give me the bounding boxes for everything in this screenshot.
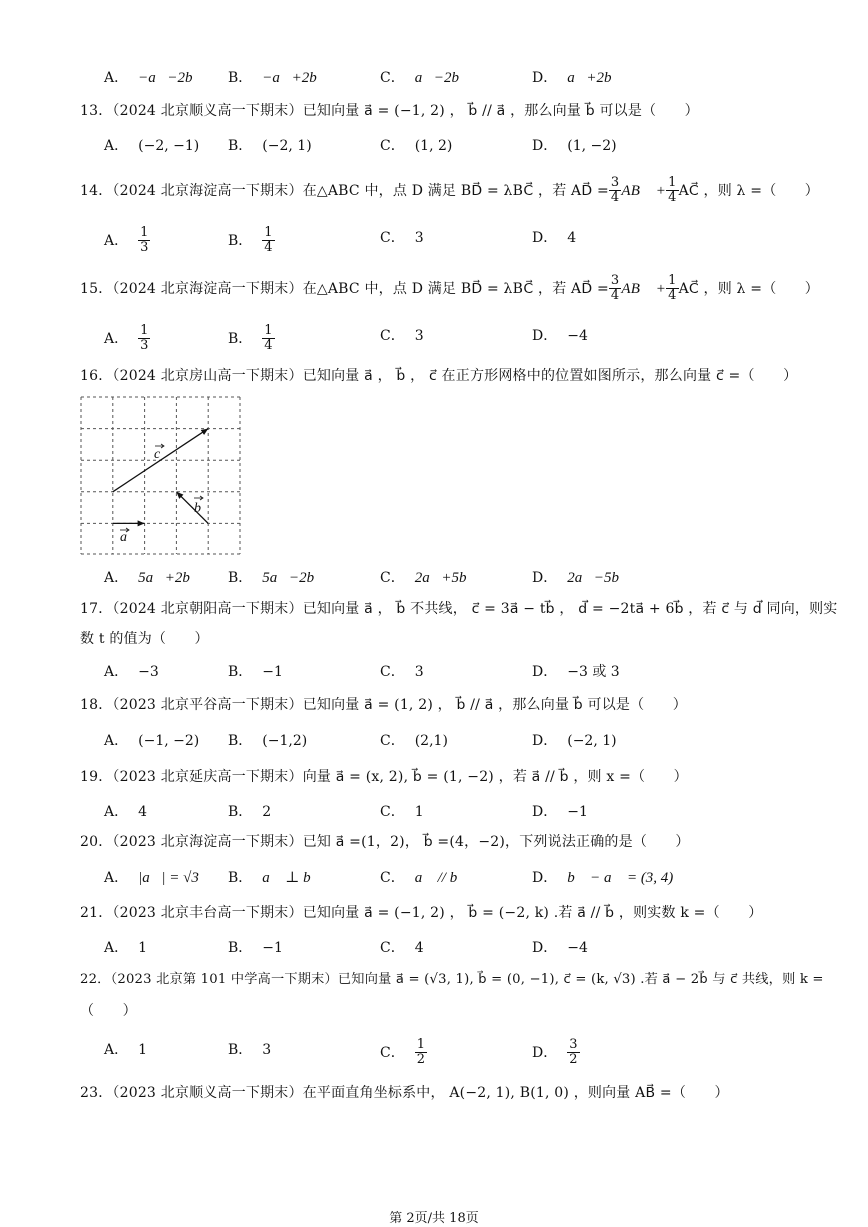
vector-b-arrow xyxy=(176,492,208,524)
q16-option-c: C． 2a⃗+5b⃗ xyxy=(380,570,479,586)
vector-a-label: a xyxy=(120,530,127,545)
q22-option-b: B． 3 xyxy=(228,1042,272,1058)
q15-option-c: C． 3 xyxy=(380,328,424,344)
q15-option-b: B． $\frac{1}{4}$ xyxy=(228,323,273,353)
q17-stem-line-1: 17．（2024 北京朝阳高一下期末）已知向量 a⃗ ， b⃗ 不共线， c⃗ = 3a⃗ − tb⃗ ， d⃗ = −2ta⃗ + 6b⃗ ，若 c⃗ 与 d⃗ 同向，则实 xyxy=(80,601,838,617)
q16-option-b: B． 5a⃗−2b⃗ xyxy=(228,570,326,586)
q12-option-c: C． a⃗−2b⃗ xyxy=(380,70,471,86)
q19-option-c: C． 1 xyxy=(380,804,424,820)
q21-option-a: A． 1 xyxy=(104,940,148,956)
q15-option-a: A． $\frac{1}{3}$ xyxy=(104,323,149,353)
q18-option-a: A． (−1, −2) xyxy=(104,733,200,749)
vector-b-label: b xyxy=(194,501,201,516)
vector-c-label: c xyxy=(154,447,161,462)
q15-frac-2: $\frac{1}{4}$ xyxy=(668,273,677,303)
q12-option-a: A． −a⃗−2b⃗ xyxy=(104,70,205,86)
q19-stem: 19．（2023 北京延庆高一下期末）向量 a⃗ = (x, 2), b⃗ = (1, −2) ，若 a⃗ // b⃗ ，则 x =（ ） xyxy=(80,769,688,785)
q19-option-b: B． 2 xyxy=(228,804,272,820)
q22-option-a: A． 1 xyxy=(104,1042,148,1058)
q13-stem: 13．（2024 北京顺义高一下期末）已知向量 a⃗ = (−1, 2) ， b⃗ // a⃗ ，那么向量 b⃗ 可以是（ ） xyxy=(80,103,699,119)
q20-option-c: C． a⃗ // b⃗ xyxy=(380,870,469,886)
q14-option-a: A． $\frac{1}{3}$ xyxy=(104,225,149,255)
q15-option-d: D． −4 xyxy=(532,328,588,344)
q14-option-c: C． 3 xyxy=(380,230,424,246)
q17-stem-line-2: 数 t 的值为（ ） xyxy=(80,631,209,647)
q16-option-a: A． 5a⃗+2b⃗ xyxy=(104,570,202,586)
q21-option-d: D． −4 xyxy=(532,940,588,956)
grid-lines xyxy=(81,397,240,554)
q17-option-a: A． −3 xyxy=(104,664,159,680)
q22-stem-line-2: （ ） xyxy=(80,1003,137,1019)
q14-frac-2: $\frac{1}{4}$ xyxy=(668,175,677,205)
q14-stem: 14．（2024 北京海淀高一下期末）在△ABC 中，点 D 满足 BD⃗ = λBC⃗ ，若 AD⃗ = $\frac{3}{4}$ AB⃗ + $\frac{1}{4}$ AC⃗ ，则 λ =（ ） xyxy=(80,175,820,205)
q13-option-b: B． (−2, 1) xyxy=(228,138,312,154)
q19-option-a: A． 4 xyxy=(104,804,148,820)
q13-option-a: A． (−2, −1) xyxy=(104,138,200,154)
q22-option-d: D． $\frac{3}{2}$ xyxy=(532,1037,578,1067)
q20-option-d: D． b⃗ − a⃗ = (3, 4) xyxy=(532,870,674,886)
q20-option-b: B． a⃗ ⊥ b⃗ xyxy=(228,870,323,886)
q18-option-c: C． (2,1) xyxy=(380,733,448,749)
q18-stem: 18．（2023 北京平谷高一下期末）已知向量 a⃗ = (1, 2) ， b⃗ // a⃗ ，那么向量 b⃗ 可以是（ ） xyxy=(80,697,687,713)
q13-option-c: C． (1, 2) xyxy=(380,138,453,154)
q18-option-b: B． (−1,2) xyxy=(228,733,308,749)
q18-option-d: D． (−2, 1) xyxy=(532,733,617,749)
q20-option-a: A． |a⃗| = √3 xyxy=(104,870,199,886)
q16-option-d: D． 2a⃗−5b⃗ xyxy=(532,570,631,586)
vector-c-arrow xyxy=(113,429,208,492)
q14-frac-1: $\frac{3}{4}$ xyxy=(610,175,620,205)
q21-stem: 21．（2023 北京丰台高一下期末）已知向量 a⃗ = (−1, 2) ， b⃗ = (−2, k) .若 a⃗ // b⃗ ，则实数 k =（ ） xyxy=(80,905,763,921)
q17-option-b: B． −1 xyxy=(228,664,283,680)
q20-stem: 20．（2023 北京海淀高一下期末）已知 a⃗ =(1，2)， b⃗ =(4，−2)，下列说法正确的是（ ） xyxy=(80,834,690,850)
q13-option-d: D． (1, −2) xyxy=(532,138,617,154)
vector-grid-figure xyxy=(80,396,242,556)
q22-stem-line-1: 22．（2023 北京第 101 中学高一下期末）已知向量 a⃗ = (√3, 1), b⃗ = (0, −1), c⃗ = (k, √3) .若 a⃗ − 2b⃗ 与 c⃗ 共线，则 k = xyxy=(80,972,824,987)
q22-option-c: C． $\frac{1}{2}$ xyxy=(380,1037,425,1067)
q14-option-b: B． $\frac{1}{4}$ xyxy=(228,225,273,255)
q14-option-d: D． 4 xyxy=(532,230,577,246)
q12-option-b: B． −a⃗+2b⃗ xyxy=(228,70,329,86)
q23-stem: 23．（2023 北京顺义高一下期末）在平面直角坐标系中， A(−2, 1), B(1, 0) ，则向量 AB⃗ =（ ） xyxy=(80,1085,729,1101)
vector-grid-svg xyxy=(80,396,242,556)
q19-option-d: D． −1 xyxy=(532,804,588,820)
q17-option-c: C． 3 xyxy=(380,664,424,680)
q15-frac-1: $\frac{3}{4}$ xyxy=(610,273,620,303)
page-footer: 第 2页/共 18页 xyxy=(389,1211,479,1226)
q17-option-d: D． −3 或 3 xyxy=(532,664,620,680)
q12-option-d: D． a⃗+2b⃗ xyxy=(532,70,624,86)
q16-stem: 16．（2024 北京房山高一下期末）已知向量 a⃗ ， b⃗ ， c⃗ 在正方形网格中的位置如图所示，那么向量 c⃗ =（ ） xyxy=(80,368,798,384)
q15-stem: 15．（2024 北京海淀高一下期末）在△ABC 中，点 D 满足 BD⃗ = λBC⃗ ，若 AD⃗ = $\frac{3}{4}$ AB⃗ + $\frac{1}{4}$ AC⃗ ，则 λ =（ ） xyxy=(80,273,820,303)
q21-option-c: C． 4 xyxy=(380,940,424,956)
q21-option-b: B． −1 xyxy=(228,940,283,956)
